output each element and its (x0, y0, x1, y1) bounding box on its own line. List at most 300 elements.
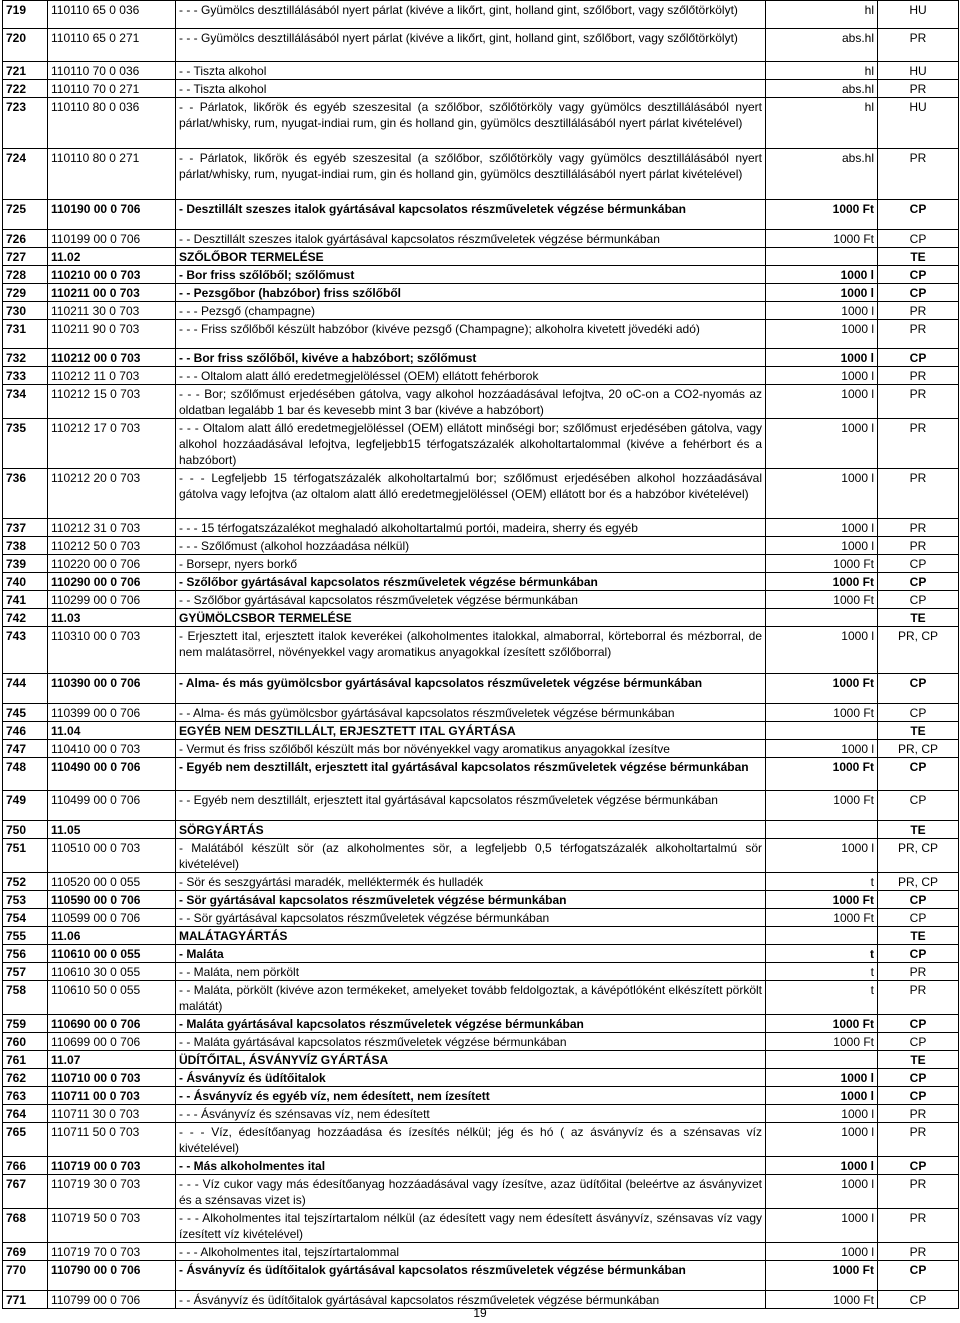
statistic-type: PR (878, 963, 959, 981)
table-row (3, 963, 959, 981)
unit-of-measure: 1000 l (766, 266, 878, 284)
row-number: 747 (3, 740, 48, 758)
item-description: - - Ásványvíz és egyéb víz, nem édesített, nem ízesített (176, 1087, 766, 1105)
item-code: 110212 17 0 703 (48, 419, 176, 469)
table-row (3, 302, 959, 320)
item-description: - Sör gyártásával kapcsolatos részműveletek végzése bérmunkában (176, 891, 766, 909)
unit-of-measure: 1000 Ft (766, 1015, 878, 1033)
statistic-type: CP (878, 674, 959, 704)
row-number: 722 (3, 80, 48, 98)
row-number: 765 (3, 1123, 48, 1157)
item-code: 11.03 (48, 609, 176, 627)
statistic-type: CP (878, 1015, 959, 1033)
statistic-type: CP (878, 230, 959, 248)
item-description: ÜDÍTŐITAL, ÁSVÁNYVÍZ GYÁRTÁSA (176, 1051, 766, 1069)
row-number: 766 (3, 1157, 48, 1175)
item-code: 110210 00 0 703 (48, 266, 176, 284)
unit-of-measure: 1000 Ft (766, 573, 878, 591)
statistic-type: PR (878, 1105, 959, 1123)
row-number: 758 (3, 981, 48, 1015)
unit-of-measure: 1000 Ft (766, 791, 878, 821)
row-number: 768 (3, 1209, 48, 1243)
statistic-type: PR (878, 469, 959, 519)
table-row (3, 722, 959, 740)
table-row (3, 981, 959, 1015)
statistic-type: PR (878, 367, 959, 385)
unit-of-measure: 1000 Ft (766, 230, 878, 248)
unit-of-measure: 1000 Ft (766, 891, 878, 909)
item-code: 110211 30 0 703 (48, 302, 176, 320)
unit-of-measure: 1000 l (766, 1069, 878, 1087)
statistic-type: HU (878, 62, 959, 80)
statistic-type: PR (878, 80, 959, 98)
item-code: 110710 00 0 703 (48, 1069, 176, 1087)
table-row (3, 200, 959, 230)
item-description: EGYÉB NEM DESZTILLÁLT, ERJESZTETT ITAL GYÁRTÁSA (176, 722, 766, 740)
table-row (3, 248, 959, 266)
table-row (3, 419, 959, 469)
table-row (3, 1123, 959, 1157)
item-description: - Ásványvíz és üdítőitalok (176, 1069, 766, 1087)
row-number: 746 (3, 722, 48, 740)
table-row (3, 839, 959, 873)
table-row (3, 537, 959, 555)
item-description: - Maláta (176, 945, 766, 963)
table-row (3, 98, 959, 149)
table-row (3, 791, 959, 821)
statistic-type: CP (878, 891, 959, 909)
table-row (3, 1261, 959, 1291)
row-number: 719 (3, 1, 48, 29)
table-row (3, 909, 959, 927)
item-code: 110410 00 0 703 (48, 740, 176, 758)
row-number: 733 (3, 367, 48, 385)
item-code: 11.07 (48, 1051, 176, 1069)
item-description: - Szőlőbor gyártásával kapcsolatos részműveletek végzése bérmunkában (176, 573, 766, 591)
table-row (3, 627, 959, 674)
row-number: 751 (3, 839, 48, 873)
item-description: - - Párlatok, likőrök és egyéb szeszesital (a szőlőbor, szőlőtörköly vagy gyümölcs desztillálásából nyert párlat/whisky, rum, nyugat-indiai rum, gin és holland gin, gyümölcs desztillálásából nyert párlat kivételével) (176, 149, 766, 200)
statistic-type: PR (878, 385, 959, 419)
unit-of-measure: 1000 l (766, 519, 878, 537)
row-number: 752 (3, 873, 48, 891)
statistic-type: CP (878, 1087, 959, 1105)
unit-of-measure: 1000 l (766, 627, 878, 674)
unit-of-measure: t (766, 945, 878, 963)
item-code: 110190 00 0 706 (48, 200, 176, 230)
unit-of-measure: 1000 Ft (766, 200, 878, 230)
item-description: - - Maláta, pörkölt (kivéve azon termékeket, amelyeket tovább feldolgoztak, a kávépótlóként elkészített pörkölt malátát) (176, 981, 766, 1015)
statistic-type: PR (878, 1175, 959, 1209)
item-description: - - Egyéb nem desztillált, erjesztett ital gyártásával kapcsolatos részműveletek végzése bérmunkában (176, 791, 766, 821)
statistic-type: CP (878, 1291, 959, 1309)
item-description: - - - Oltalom alatt álló eredetmegjelöléssel (OEM) ellátott fehérborok (176, 367, 766, 385)
item-code: 110490 00 0 706 (48, 758, 176, 791)
unit-of-measure: 1000 Ft (766, 704, 878, 722)
unit-of-measure: 1000 l (766, 839, 878, 873)
item-description: - Sör és seszgyártási maradék, melléktermék és hulladék (176, 873, 766, 891)
item-code: 110399 00 0 706 (48, 704, 176, 722)
item-description: - - - Legfeljebb 15 térfogatszázalék alkoholtartalmú bor; szőlőmust erjedésében alkohol hozzáadásával gátolva vagy lefojtva (az oltalom alatt álló eredetmegjelöléssel (OEM) ellátott bor és a habzóbor kivételével) (176, 469, 766, 519)
item-description: - - - Víz cukor vagy más édesítőanyag hozzáadásával vagy ízesítve, azaz üdítőital (beleértve az ásványvizet és a szénsavas vizet is) (176, 1175, 766, 1209)
table-row (3, 1015, 959, 1033)
statistic-type: CP (878, 1033, 959, 1051)
item-code: 110212 31 0 703 (48, 519, 176, 537)
row-number: 750 (3, 821, 48, 839)
statistic-type: PR (878, 981, 959, 1015)
item-code: 110690 00 0 706 (48, 1015, 176, 1033)
unit-of-measure: t (766, 963, 878, 981)
table-row (3, 29, 959, 62)
unit-of-measure: 1000 l (766, 740, 878, 758)
item-code: 110212 20 0 703 (48, 469, 176, 519)
item-code: 110199 00 0 706 (48, 230, 176, 248)
row-number: 769 (3, 1243, 48, 1261)
item-description: - - - Alkoholmentes ital, tejszírtartalommal (176, 1243, 766, 1261)
statistic-type: CP (878, 349, 959, 367)
row-number: 757 (3, 963, 48, 981)
unit-of-measure: 1000 l (766, 1087, 878, 1105)
row-number: 764 (3, 1105, 48, 1123)
row-number: 737 (3, 519, 48, 537)
table-row (3, 1051, 959, 1069)
item-code: 110299 00 0 706 (48, 591, 176, 609)
row-number: 744 (3, 674, 48, 704)
item-code: 110599 00 0 706 (48, 909, 176, 927)
row-number: 756 (3, 945, 48, 963)
unit-of-measure: 1000 Ft (766, 555, 878, 573)
statistic-type: CP (878, 266, 959, 284)
statistic-type: CP (878, 1261, 959, 1291)
item-code: 110212 15 0 703 (48, 385, 176, 419)
item-code: 110212 50 0 703 (48, 537, 176, 555)
item-code: 110110 70 0 036 (48, 62, 176, 80)
item-code: 110211 90 0 703 (48, 320, 176, 349)
item-description: - Ásványvíz és üdítőitalok gyártásával kapcsolatos részműveletek végzése bérmunkában (176, 1261, 766, 1291)
row-number: 741 (3, 591, 48, 609)
item-description: - Erjesztett ital, erjesztett italok keverékei (alkoholmentes italokkal, almaborral, körteborral és mézborral, de nem malátasörrel, növényekkel vagy aromatikus anyagokkal ízesített szőlőborral) (176, 627, 766, 674)
item-description: - - Maláta gyártásával kapcsolatos részműveletek végzése bérmunkában (176, 1033, 766, 1051)
statistic-type: CP (878, 1069, 959, 1087)
statistic-type: CP (878, 200, 959, 230)
item-code: 110290 00 0 706 (48, 573, 176, 591)
table-row (3, 1209, 959, 1243)
row-number: 763 (3, 1087, 48, 1105)
table-row (3, 573, 959, 591)
unit-of-measure: abs.hl (766, 29, 878, 62)
row-number: 767 (3, 1175, 48, 1209)
table-row (3, 149, 959, 200)
item-description: - - Sör gyártásával kapcsolatos részműveletek végzése bérmunkában (176, 909, 766, 927)
table-row (3, 320, 959, 349)
row-number: 731 (3, 320, 48, 349)
table-row (3, 1087, 959, 1105)
item-description: - Borsepr, nyers borkő (176, 555, 766, 573)
item-code: 110711 30 0 703 (48, 1105, 176, 1123)
unit-of-measure: 1000 l (766, 284, 878, 302)
statistic-type: CP (878, 758, 959, 791)
statistic-type: CP (878, 573, 959, 591)
row-number: 762 (3, 1069, 48, 1087)
table-body (3, 1, 959, 1309)
statistic-type: PR (878, 537, 959, 555)
item-code: 110510 00 0 703 (48, 839, 176, 873)
unit-of-measure: 1000 l (766, 1175, 878, 1209)
item-code: 110110 65 0 036 (48, 1, 176, 29)
statistic-type: CP (878, 704, 959, 722)
item-code: 110610 50 0 055 (48, 981, 176, 1015)
item-description: - Vermut és friss szőlőből készült más bor növényekkel vagy aromatikus anyagokkal ízesítve (176, 740, 766, 758)
item-code: 11.02 (48, 248, 176, 266)
table-row (3, 62, 959, 80)
statistic-type: CP (878, 791, 959, 821)
item-description: SZŐLŐBOR TERMELÉSE (176, 248, 766, 266)
table-row (3, 1157, 959, 1175)
statistic-type: PR, CP (878, 740, 959, 758)
item-description: - Alma- és más gyümölcsbor gyártásával kapcsolatos részműveletek végzése bérmunkában (176, 674, 766, 704)
table-row (3, 519, 959, 537)
statistic-type: PR, CP (878, 873, 959, 891)
unit-of-measure: 1000 l (766, 1209, 878, 1243)
statistic-type: CP (878, 284, 959, 302)
row-number: 753 (3, 891, 48, 909)
item-description: SÖRGYÁRTÁS (176, 821, 766, 839)
item-description: - - - Bor; szőlőmust erjedésében gátolva, vagy alkohol hozzáadásával lefojtva, 20 oC-on a CO2-nyomás az oldatban legalább 1 bar és kevesebb mint 3 bar (kivéve a habzóbort) (176, 385, 766, 419)
statistic-type: TE (878, 248, 959, 266)
row-number: 771 (3, 1291, 48, 1309)
unit-of-measure: 1000 l (766, 302, 878, 320)
item-code: 110110 70 0 271 (48, 80, 176, 98)
statistic-type: PR (878, 149, 959, 200)
row-number: 760 (3, 1033, 48, 1051)
unit-of-measure: 1000 l (766, 385, 878, 419)
statistic-type: PR, CP (878, 839, 959, 873)
table-row (3, 704, 959, 722)
item-description: - - Desztillált szeszes italok gyártásával kapcsolatos részműveletek végzése bérmunkában (176, 230, 766, 248)
unit-of-measure (766, 248, 878, 266)
row-number: 720 (3, 29, 48, 62)
unit-of-measure: 1000 l (766, 469, 878, 519)
table-row (3, 1069, 959, 1087)
item-description: - - - Gyümölcs desztillálásából nyert párlat (kivéve a likőrt, gint, holland gint, szőlőbort, vagy szőlőtörkölyt) (176, 1, 766, 29)
table-row (3, 349, 959, 367)
item-description: - - Pezsgőbor (habzóbor) friss szőlőből (176, 284, 766, 302)
item-code: 110110 80 0 036 (48, 98, 176, 149)
table-row (3, 1175, 959, 1209)
item-code: 110499 00 0 706 (48, 791, 176, 821)
item-description: - - - Ásványvíz és szénsavas víz, nem édesített (176, 1105, 766, 1123)
item-code: 110719 30 0 703 (48, 1175, 176, 1209)
statistic-type: HU (878, 98, 959, 149)
table-row (3, 367, 959, 385)
item-description: - - Ásványvíz és üdítőitalok gyártásával kapcsolatos részműveletek végzése bérmunkában (176, 1291, 766, 1309)
row-number: 739 (3, 555, 48, 573)
item-code: 110520 00 0 055 (48, 873, 176, 891)
item-description: - - - Szőlőmust (alkohol hozzáadása nélkül) (176, 537, 766, 555)
statistic-type: CP (878, 909, 959, 927)
unit-of-measure: 1000 l (766, 367, 878, 385)
item-description: - Malátából készült sör (az alkoholmentes sör, a legfeljebb 0,5 térfogatszázalék alkoholtartalmú sör kivételével) (176, 839, 766, 873)
table-row (3, 609, 959, 627)
row-number: 728 (3, 266, 48, 284)
row-number: 723 (3, 98, 48, 149)
unit-of-measure: abs.hl (766, 149, 878, 200)
row-number: 735 (3, 419, 48, 469)
row-number: 734 (3, 385, 48, 419)
row-number: 748 (3, 758, 48, 791)
item-description: - - Párlatok, likőrök és egyéb szeszesital (a szőlőbor, szőlőtörköly vagy gyümölcs desztillálásából nyert párlat/whisky, rum, nyugat-indiai rum, gin és holland gin, gyümölcs desztillálásából nyert párlat kivételével) (176, 98, 766, 149)
item-code: 11.05 (48, 821, 176, 839)
item-code: 110590 00 0 706 (48, 891, 176, 909)
table-row (3, 1033, 959, 1051)
unit-of-measure: t (766, 873, 878, 891)
unit-of-measure: 1000 l (766, 320, 878, 349)
item-description: GYÜMÖLCSBOR TERMELÉSE (176, 609, 766, 627)
statistic-type: CP (878, 945, 959, 963)
unit-of-measure: 1000 Ft (766, 1261, 878, 1291)
statistic-type: PR (878, 419, 959, 469)
table-row (3, 945, 959, 963)
item-description: - Desztillált szeszes italok gyártásával kapcsolatos részműveletek végzése bérmunkában (176, 200, 766, 230)
unit-of-measure: hl (766, 98, 878, 149)
item-description: - Egyéb nem desztillált, erjesztett ital gyártásával kapcsolatos részműveletek végzése bérmunkában (176, 758, 766, 791)
item-code: 110790 00 0 706 (48, 1261, 176, 1291)
item-code: 110220 00 0 706 (48, 555, 176, 573)
statistic-type: PR (878, 1243, 959, 1261)
row-number: 742 (3, 609, 48, 627)
table-row (3, 1105, 959, 1123)
unit-of-measure: 1000 Ft (766, 1291, 878, 1309)
item-code: 110719 70 0 703 (48, 1243, 176, 1261)
item-code: 110610 00 0 055 (48, 945, 176, 963)
row-number: 732 (3, 349, 48, 367)
item-code: 110310 00 0 703 (48, 627, 176, 674)
row-number: 724 (3, 149, 48, 200)
item-code: 110390 00 0 706 (48, 674, 176, 704)
item-description: - - - Oltalom alatt álló eredetmegjelöléssel (OEM) ellátott minőségi bor; szőlőmust erjedésében gátolva, vagy alkohol hozzáadásával lefojtva, legfeljebb15 térfogatszázalék alkoholtartalommal (kivéve a fehérbort és a habzóbort) (176, 419, 766, 469)
item-description: - - - Pezsgő (champagne) (176, 302, 766, 320)
statistic-type: TE (878, 1051, 959, 1069)
item-code: 110211 00 0 703 (48, 284, 176, 302)
item-code: 110711 50 0 703 (48, 1123, 176, 1157)
item-code: 110610 30 0 055 (48, 963, 176, 981)
nomenclature-table (2, 0, 959, 1309)
table-row (3, 927, 959, 945)
row-number: 726 (3, 230, 48, 248)
item-description: - - Tiszta alkohol (176, 80, 766, 98)
row-number: 749 (3, 791, 48, 821)
item-code: 110212 00 0 703 (48, 349, 176, 367)
table-row (3, 591, 959, 609)
table-row (3, 555, 959, 573)
statistic-type: CP (878, 591, 959, 609)
page-number: 19 (473, 1306, 487, 1320)
table-row (3, 674, 959, 704)
table-row (3, 230, 959, 248)
table-row (3, 469, 959, 519)
row-number: 743 (3, 627, 48, 674)
unit-of-measure: t (766, 981, 878, 1015)
statistic-type: TE (878, 821, 959, 839)
table-row (3, 385, 959, 419)
item-description: - - Alma- és más gyümölcsbor gyártásával kapcsolatos részműveletek végzése bérmunkában (176, 704, 766, 722)
unit-of-measure: 1000 Ft (766, 1033, 878, 1051)
row-number: 730 (3, 302, 48, 320)
item-description: - - Más alkoholmentes ital (176, 1157, 766, 1175)
unit-of-measure (766, 722, 878, 740)
table-row (3, 758, 959, 791)
row-number: 740 (3, 573, 48, 591)
table-row (3, 821, 959, 839)
item-code: 110212 11 0 703 (48, 367, 176, 385)
item-description: - - - Friss szőlőből készült habzóbor (kivéve pezsgő (Champagne); alkoholra kivetett jövedéki adó) (176, 320, 766, 349)
item-description: - - Bor friss szőlőből, kivéve a habzóbort; szőlőmust (176, 349, 766, 367)
statistic-type: CP (878, 555, 959, 573)
statistic-type: TE (878, 609, 959, 627)
statistic-type: CP (878, 1157, 959, 1175)
unit-of-measure: 1000 l (766, 1157, 878, 1175)
unit-of-measure: 1000 Ft (766, 674, 878, 704)
table-row (3, 891, 959, 909)
item-code: 110110 65 0 271 (48, 29, 176, 62)
item-code: 11.04 (48, 722, 176, 740)
row-number: 725 (3, 200, 48, 230)
item-description: - - Tiszta alkohol (176, 62, 766, 80)
unit-of-measure: abs.hl (766, 80, 878, 98)
unit-of-measure: 1000 Ft (766, 591, 878, 609)
item-description: - - - Alkoholmentes ital tejszírtartalom nélkül (az édesített vagy nem édesített ásványvíz, szénsavas víz vagy ízesített víz kivételével) (176, 1209, 766, 1243)
unit-of-measure (766, 927, 878, 945)
row-number: 721 (3, 62, 48, 80)
unit-of-measure: 1000 l (766, 349, 878, 367)
row-number: 736 (3, 469, 48, 519)
item-description: MALÁTAGYÁRTÁS (176, 927, 766, 945)
unit-of-measure (766, 609, 878, 627)
item-code: 110711 00 0 703 (48, 1087, 176, 1105)
statistic-type: PR (878, 519, 959, 537)
table-row (3, 1, 959, 29)
row-number: 759 (3, 1015, 48, 1033)
row-number: 745 (3, 704, 48, 722)
table-row (3, 284, 959, 302)
item-description: - Bor friss szőlőből; szőlőmust (176, 266, 766, 284)
row-number: 770 (3, 1261, 48, 1291)
item-code: 11.06 (48, 927, 176, 945)
statistic-type: PR (878, 29, 959, 62)
row-number: 729 (3, 284, 48, 302)
unit-of-measure (766, 1051, 878, 1069)
statistic-type: TE (878, 927, 959, 945)
item-description: - - Maláta, nem pörkölt (176, 963, 766, 981)
unit-of-measure: 1000 l (766, 1243, 878, 1261)
item-description: - - - Gyümölcs desztillálásából nyert párlat (kivéve a likőrt, gint, holland gint, szőlőbort, vagy szőlőtörkölyt) (176, 29, 766, 62)
unit-of-measure: hl (766, 1, 878, 29)
item-description: - Maláta gyártásával kapcsolatos részműveletek végzése bérmunkában (176, 1015, 766, 1033)
unit-of-measure: 1000 Ft (766, 909, 878, 927)
item-description: - - Szőlőbor gyártásával kapcsolatos részműveletek végzése bérmunkában (176, 591, 766, 609)
row-number: 738 (3, 537, 48, 555)
item-code: 110719 50 0 703 (48, 1209, 176, 1243)
statistic-type: PR (878, 320, 959, 349)
statistic-type: PR (878, 1209, 959, 1243)
table-row (3, 80, 959, 98)
statistic-type: PR (878, 1123, 959, 1157)
row-number: 761 (3, 1051, 48, 1069)
item-code: 110719 00 0 703 (48, 1157, 176, 1175)
row-number: 755 (3, 927, 48, 945)
item-description: - - - Víz, édesítőanyag hozzáadása és ízesítés nélkül; jég és hó ( az ásványvíz és a szénsavas víz kivételével) (176, 1123, 766, 1157)
table-row (3, 740, 959, 758)
